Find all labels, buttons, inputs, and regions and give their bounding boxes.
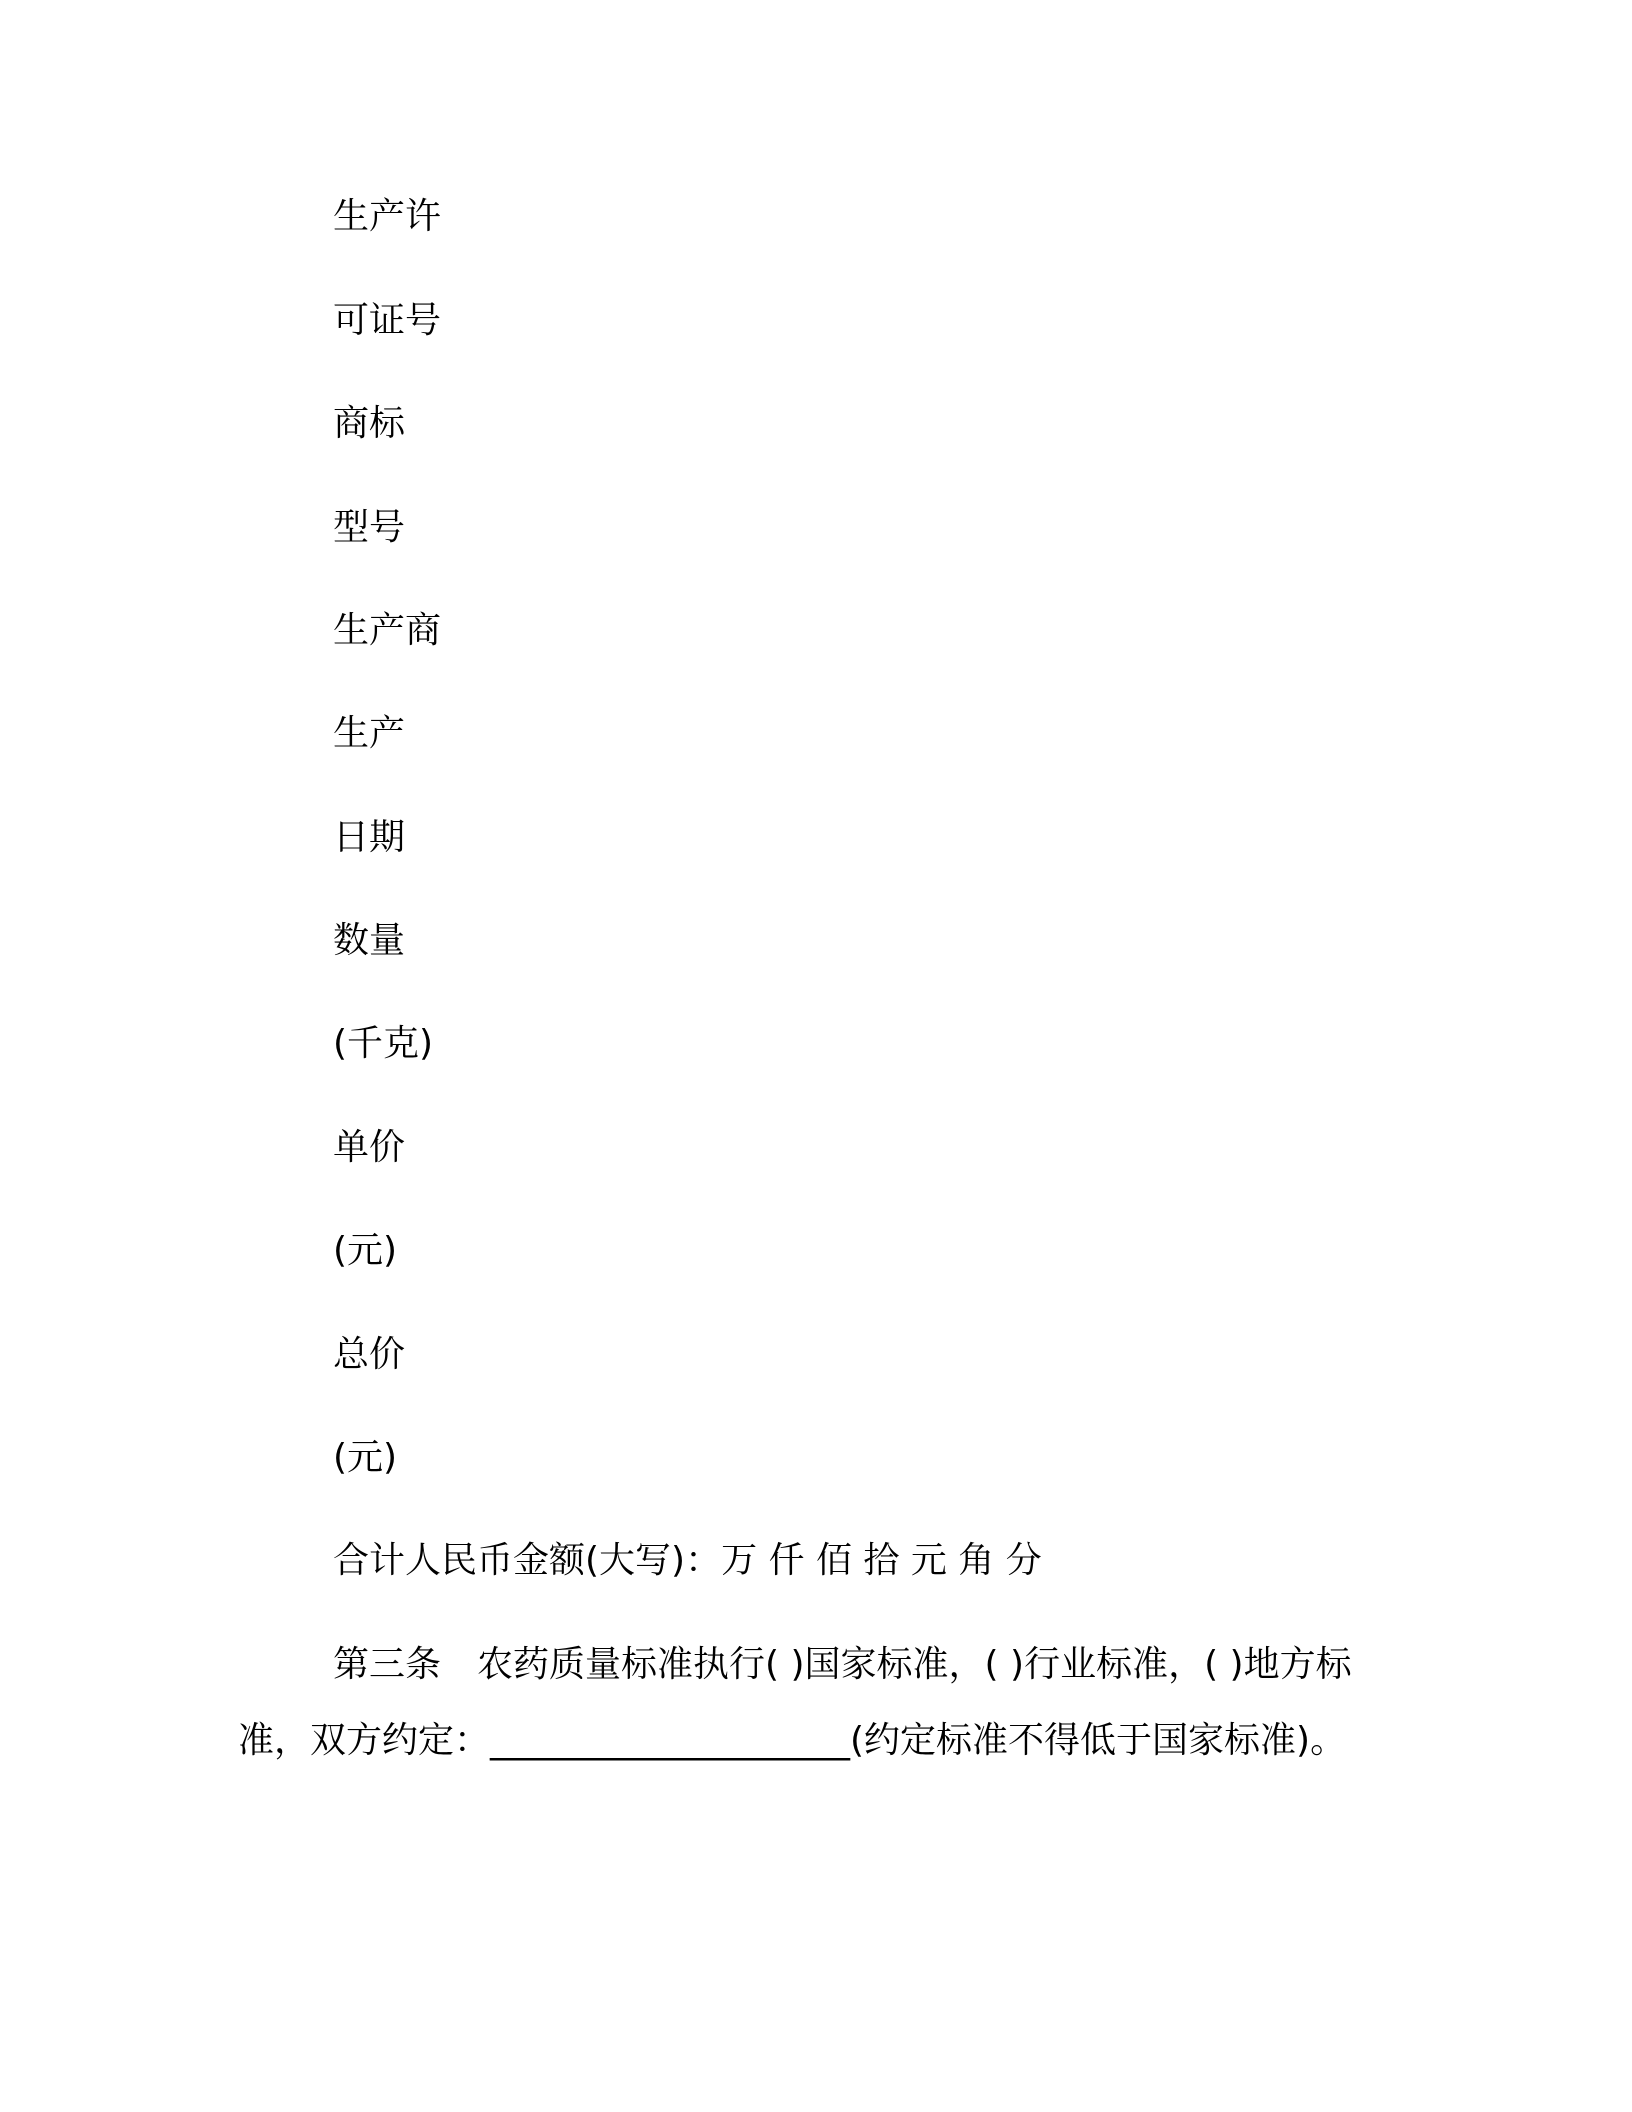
field-label-unit-price-unit: (元) <box>333 1230 398 1271</box>
field-label-trademark: 商标 <box>333 403 406 444</box>
field-label-date: 日期 <box>333 817 406 858</box>
field-label-unit-price: 单价 <box>333 1127 406 1168</box>
total-amount-line: 合计人民币金额(大写)：万 仟 佰 拾 元 角 分 <box>333 1540 1042 1581</box>
field-label-quantity: 数量 <box>333 920 406 961</box>
field-label-license-number: 可证号 <box>333 300 442 341</box>
article3-line2: 准，双方约定：____________________(约定标准不得低于国家标准)。 <box>238 1720 1347 1761</box>
field-label-model: 型号 <box>333 507 406 548</box>
field-label-total-price-unit: (元) <box>333 1437 398 1478</box>
field-label-total-price: 总价 <box>333 1334 406 1375</box>
field-label-manufacturer: 生产商 <box>333 610 442 651</box>
field-label-quantity-unit: (千克) <box>333 1023 434 1064</box>
article3-line1: 第三条 农药质量标准执行( )国家标准，( )行业标准，( )地方标 <box>333 1644 1352 1685</box>
field-label-production-license: 生产许 <box>333 196 442 237</box>
field-label-production: 生产 <box>333 713 406 754</box>
